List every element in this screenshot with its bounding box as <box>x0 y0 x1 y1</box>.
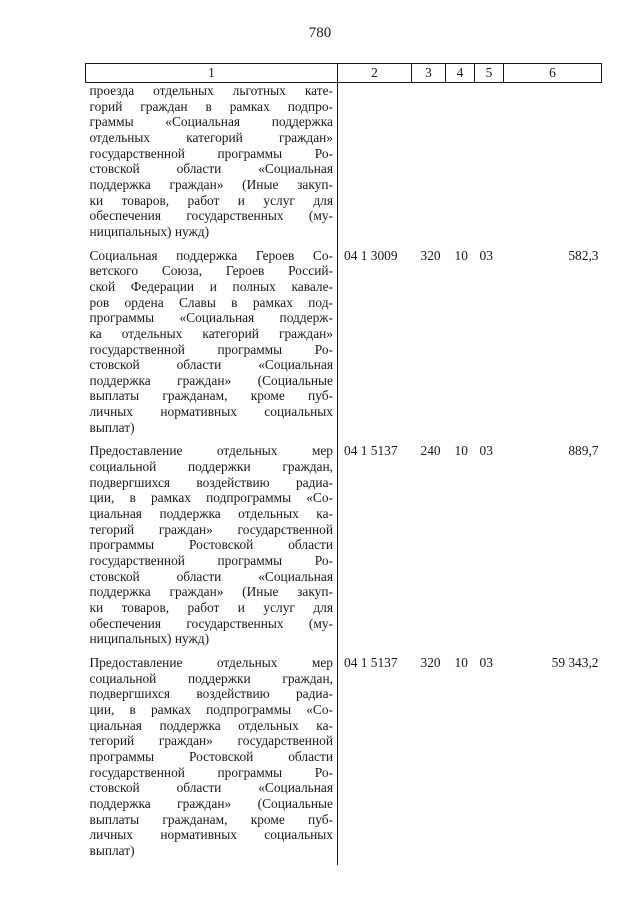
row-target-code: 04 1 3009 <box>344 247 398 263</box>
description-line: выплаты гражданам, кроме пуб- <box>89 388 333 404</box>
description-line: поддержка граждан» (Иные закуп- <box>89 176 333 192</box>
description-line: циальная поддержка отдельных ка- <box>89 717 333 733</box>
description-line: личных нормативных социальных <box>89 404 333 420</box>
description-line: Предоставление отдельных мер <box>89 654 333 670</box>
row-description <box>86 441 338 653</box>
row-amount: 59 343,2 <box>551 654 599 670</box>
description-line: стовской области «Социальная <box>89 780 333 796</box>
description-line: государственной программы Ро- <box>89 553 333 569</box>
row-subsection <box>475 83 504 246</box>
description-line: обеспечения государственных (му- <box>89 208 333 224</box>
row-section: 10 <box>454 443 468 459</box>
description-line: горий граждан в рамках подпро- <box>89 98 333 114</box>
row-target-code: 04 1 5137 <box>344 654 398 670</box>
description-line: программы Ростовской области <box>89 748 333 764</box>
description-line: государственной программы Ро- <box>89 145 333 161</box>
table-body <box>86 83 602 865</box>
row-amount: 889,7 <box>568 443 599 459</box>
description-line: программы Ростовской области <box>89 537 333 553</box>
description-line: выплат) <box>89 419 135 435</box>
description-line: ской Федерации и полных кавале- <box>89 278 333 294</box>
row-target-code <box>338 83 412 246</box>
table-header-row <box>86 64 602 83</box>
description-line: обеспечения государственных (му- <box>89 615 333 631</box>
description-line: поддержка граждан» (Социальные <box>89 372 333 388</box>
row-section <box>446 83 475 246</box>
description-line: государственной программы Ро- <box>89 341 333 357</box>
description-line: ции, в рамках подпрограммы «Со- <box>89 701 333 717</box>
description-line: тегорий граждан» государственной <box>89 521 333 537</box>
description-line: стовской области «Социальная <box>89 568 333 584</box>
description-line: ции, в рамках подпрограммы «Со- <box>89 490 333 506</box>
description-line: подвергшихся воздействию радиа- <box>89 474 333 490</box>
description-line: ров ордена Славы в рамках под- <box>89 294 333 310</box>
column-header-6: 6 <box>504 64 602 83</box>
description-line: социальной поддержки граждан, <box>89 459 333 475</box>
row-description <box>86 83 338 246</box>
description-line: ка отдельных категорий граждан» <box>89 325 333 341</box>
description-line: отдельных категорий граждан» <box>89 129 333 145</box>
description-line: подвергшихся воздействию радиа- <box>89 686 333 702</box>
description-line: стовской области «Социальная <box>89 161 333 177</box>
description-line: граммы «Социальная поддержка <box>89 114 333 130</box>
column-header-5: 5 <box>475 64 504 83</box>
description-line: социальной поддержки граждан, <box>89 670 333 686</box>
row-expense-type: 240 <box>420 443 441 459</box>
description-line: выплат) <box>89 842 135 858</box>
column-header-2: 2 <box>338 64 412 83</box>
description-line: поддержка граждан» (Иные закуп- <box>89 584 333 600</box>
row-expense-type: 320 <box>420 247 441 263</box>
description-line: Предоставление отдельных мер <box>89 443 333 459</box>
page-number: 780 <box>308 25 332 41</box>
table-row <box>86 246 602 442</box>
description-line: ниципальных) нужд) <box>89 223 210 239</box>
description-line: ки товаров, работ и услуг для <box>89 192 333 208</box>
row-amount: 582,3 <box>568 247 599 263</box>
row-expense-type <box>412 83 446 246</box>
table-row <box>86 441 602 653</box>
row-description <box>86 246 338 442</box>
table-row <box>86 653 602 865</box>
description-line: выплаты гражданам, кроме пуб- <box>89 811 333 827</box>
row-subsection: 03 <box>479 654 493 670</box>
description-line: ки товаров, работ и услуг для <box>89 600 333 615</box>
description-line: поддержка граждан» (Социальные <box>89 795 333 811</box>
row-section: 10 <box>454 247 468 263</box>
description-line: стовской области «Социальная <box>89 357 333 373</box>
row-description <box>86 653 338 865</box>
description-line: проезда отдельных льготных кате- <box>89 83 333 98</box>
row-expense-type: 320 <box>420 654 441 670</box>
row-target-code: 04 1 5137 <box>344 443 398 459</box>
description-line: ниципальных) нужд) <box>89 631 210 647</box>
row-section: 10 <box>454 654 468 670</box>
description-line: программы «Социальная поддерж- <box>89 310 333 326</box>
description-line: циальная поддержка отдельных ка- <box>89 506 333 522</box>
description-line: Социальная поддержка Героев Со- <box>89 247 333 263</box>
row-subsection: 03 <box>479 247 493 263</box>
description-line: личных нормативных социальных <box>89 827 333 843</box>
table-row <box>86 83 602 246</box>
description-line: государственной программы Ро- <box>89 764 333 780</box>
column-header-1: 1 <box>86 64 338 83</box>
column-header-3: 3 <box>412 64 446 83</box>
row-subsection: 03 <box>479 443 493 459</box>
column-header-4: 4 <box>446 64 475 83</box>
budget-table <box>85 63 602 865</box>
row-amount <box>504 83 602 246</box>
description-line: ветского Союза, Героев Россий- <box>89 263 333 279</box>
description-line: тегорий граждан» государственной <box>89 733 333 749</box>
